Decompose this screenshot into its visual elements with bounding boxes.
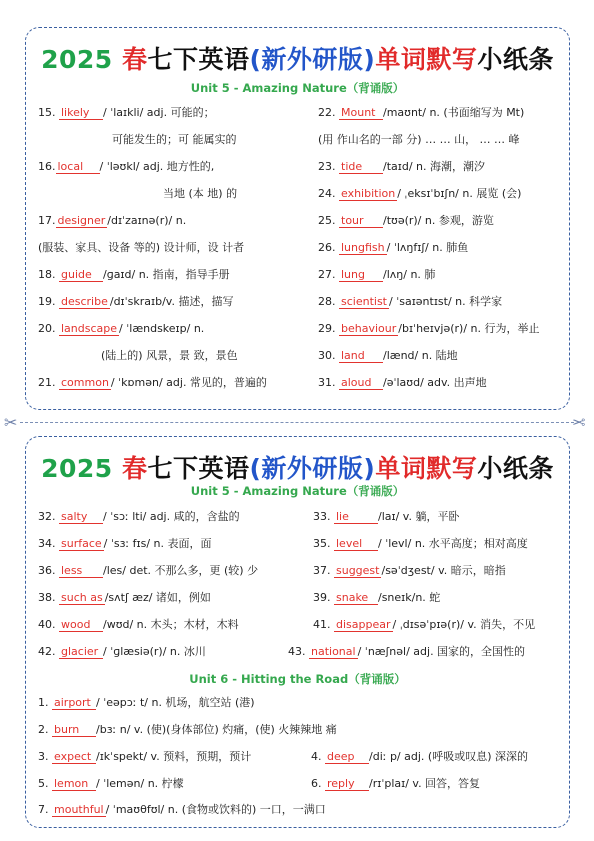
entry-number: 38. bbox=[38, 591, 56, 604]
vocab-entry-u6-3 bbox=[38, 750, 251, 764]
entry-definition: / ˈləʊkl/ adj. 地方性的, bbox=[99, 160, 215, 173]
entry-definition: /əˈlaʊd/ adv. 出声地 bbox=[383, 376, 487, 389]
entry-definition: /tʊə(r)/ n. 参观，游览 bbox=[383, 214, 494, 227]
entry-definition: / ˈlændskeɪp/ n. bbox=[119, 322, 205, 335]
entry-number: 7. bbox=[38, 803, 49, 816]
vocab-entry-41 bbox=[313, 618, 535, 632]
entry-number: 26. bbox=[318, 241, 336, 254]
entry-number: 21. bbox=[38, 376, 56, 389]
vocab-entry-28 bbox=[318, 295, 502, 309]
entry-definition: /maʊnt/ n. (书面缩写为 Mt) bbox=[383, 106, 525, 119]
entry-number: 30. bbox=[318, 349, 336, 362]
unit-subtitle: Unit 5 - Amazing Nature（背诵版） bbox=[190, 484, 405, 498]
answer-word: aloud bbox=[339, 376, 383, 390]
vocab-entry-u6-5 bbox=[38, 777, 184, 791]
answer-word: lung bbox=[339, 268, 383, 282]
vocab-entry-31 bbox=[318, 376, 487, 390]
answer-word: exhibition bbox=[341, 187, 396, 200]
entry-definition: / ˈlemən/ n. 柠檬 bbox=[96, 777, 184, 790]
entry-definition: /taɪd/ n. 海潮，潮汐 bbox=[383, 160, 485, 173]
entry-definition: / ˈsɜː fɪs/ n. 表面，面 bbox=[103, 537, 212, 550]
entry-definition: /səˈdʒest/ v. 暗示，暗指 bbox=[381, 564, 506, 577]
answer-word: wood bbox=[59, 618, 103, 632]
entry-number: 39. bbox=[313, 591, 331, 604]
vocab-entry-29 bbox=[318, 322, 540, 336]
entry-number: 2. bbox=[38, 723, 49, 736]
card-title bbox=[26, 40, 569, 76]
entry-number: 27. bbox=[318, 268, 336, 281]
answer-word: mouthful bbox=[54, 803, 104, 816]
entry-number: 15. bbox=[38, 106, 56, 119]
entry-definition: / ˈlevl/ n. 水平高度；相对高度 bbox=[378, 537, 528, 550]
vocab-entry-20 bbox=[38, 322, 204, 336]
vocab-entry-35 bbox=[313, 537, 528, 551]
vocab-entry-u6-6 bbox=[311, 777, 480, 791]
vocab-entry-42 bbox=[38, 645, 206, 659]
title-slip: 小纸条 bbox=[477, 454, 554, 483]
answer-word: behaviour bbox=[341, 322, 397, 335]
vocab-entry-43 bbox=[288, 645, 525, 659]
entry-continuation: 可能发生的；可 能属实的 bbox=[112, 133, 237, 146]
vocab-entry-40 bbox=[38, 618, 239, 632]
entry-number: 41. bbox=[313, 618, 331, 631]
vocab-entry-24 bbox=[318, 187, 521, 201]
vocab-entry-32 bbox=[38, 510, 240, 524]
answer-word: less bbox=[59, 564, 103, 578]
answer-word: deep bbox=[325, 750, 369, 764]
answer-word: local bbox=[56, 160, 100, 174]
entry-number: 1. bbox=[38, 696, 49, 709]
title-spring: 春 bbox=[121, 45, 148, 74]
entry-definition: /ɡaɪd/ n. 指南，指导手册 bbox=[103, 268, 230, 281]
entry-definition: / ˈsɔː lti/ adj. 咸的，含盐的 bbox=[103, 510, 240, 523]
card-title bbox=[26, 449, 569, 485]
entry-definition: /dɪˈzaɪnə(r)/ n. bbox=[107, 214, 187, 227]
entry-definition: /dɪˈskraɪb/v. 描述，描写 bbox=[109, 295, 234, 308]
answer-word: disappear bbox=[336, 618, 391, 631]
entry-number: 28. bbox=[318, 295, 336, 308]
entry-number: 20. bbox=[38, 322, 56, 335]
answer-word: glacier bbox=[59, 645, 103, 659]
scissors-icon: ✂ bbox=[4, 413, 18, 432]
entry-number: 32. bbox=[38, 510, 56, 523]
answer-word: reply bbox=[325, 777, 369, 791]
entry-definition: /sneɪk/n. 蛇 bbox=[378, 591, 441, 604]
vocab-entry-22 bbox=[318, 106, 524, 120]
entry-number: 25. bbox=[318, 214, 336, 227]
entry-definition: / ˈsaɪəntɪst/ n. 科学家 bbox=[389, 295, 503, 308]
entry-definition: /laɪ/ v. 躺，平卧 bbox=[378, 510, 460, 523]
entry-number: 31. bbox=[318, 376, 336, 389]
entry-definition: / ˈlʌŋfɪʃ/ n. 肺鱼 bbox=[386, 241, 469, 254]
vocab-entry-25 bbox=[318, 214, 494, 228]
title-year: 2025 bbox=[41, 454, 113, 483]
title-grade: 七下英语 bbox=[147, 45, 250, 74]
cut-line bbox=[20, 422, 574, 423]
vocab-entry-23 bbox=[318, 160, 485, 174]
answer-word: guide bbox=[59, 268, 103, 282]
vocab-entry-33 bbox=[313, 510, 459, 524]
entry-number: 16. bbox=[38, 160, 56, 173]
vocab-entry-u6-7 bbox=[38, 803, 326, 817]
entry-definition: / ˈkɒmən/ adj. 常见的，普遍的 bbox=[110, 376, 267, 389]
entry-continuation: (陆上的) 风景，景 致，景色 bbox=[101, 349, 238, 362]
entry-definition: /rɪˈplaɪ/ v. 回答，答复 bbox=[369, 777, 481, 790]
title-grade: 七下英语 bbox=[147, 454, 250, 483]
answer-word: level bbox=[334, 537, 378, 551]
entry-number: 23. bbox=[318, 160, 336, 173]
entry-number: 36. bbox=[38, 564, 56, 577]
answer-word: snake bbox=[334, 591, 378, 605]
entry-number: 3. bbox=[38, 750, 49, 763]
vocab-entry-18 bbox=[38, 268, 230, 282]
answer-word: tide bbox=[339, 160, 383, 174]
answer-word: common bbox=[61, 376, 109, 389]
entry-number: 17. bbox=[38, 214, 56, 227]
answer-word: such as bbox=[61, 591, 103, 604]
entry-number: 4. bbox=[311, 750, 322, 763]
vocab-entry-16 bbox=[38, 160, 214, 174]
entry-definition: /bɪˈheɪvjə(r)/ n. 行为，举止 bbox=[398, 322, 540, 335]
title-slip: 小纸条 bbox=[477, 45, 554, 74]
entry-number: 29. bbox=[318, 322, 336, 335]
entry-definition: /lʌŋ/ n. 肺 bbox=[383, 268, 436, 281]
entry-number: 42. bbox=[38, 645, 56, 658]
entry-continuation: 当地 (本 地) 的 bbox=[163, 187, 238, 200]
answer-word: lemon bbox=[52, 777, 96, 791]
vocab-entry-u6-1 bbox=[38, 696, 255, 710]
answer-word: suggest bbox=[336, 564, 380, 577]
entry-number: 34. bbox=[38, 537, 56, 550]
entry-number: 35. bbox=[313, 537, 331, 550]
entry-definition: / ˈnæʃnəl/ adj. 国家的，全国性的 bbox=[357, 645, 526, 658]
entry-definition: / ˈeəpɔː t/ n. 机场，航空站 (港) bbox=[96, 696, 255, 709]
vocab-entry-37 bbox=[313, 564, 506, 578]
entry-number: 24. bbox=[318, 187, 336, 200]
entry-definition: /ɪkˈspekt/ v. 预料，预期，预计 bbox=[96, 750, 252, 763]
entry-number: 40. bbox=[38, 618, 56, 631]
answer-word: airport bbox=[52, 696, 96, 710]
title-spring: 春 bbox=[121, 454, 148, 483]
vocab-entry-30 bbox=[318, 349, 458, 363]
title-edition: (新外研版) bbox=[249, 45, 376, 74]
answer-word: lie bbox=[334, 510, 378, 524]
entry-definition: /bɜː n/ v. (使)(身体部位) 灼痛，(使) 火辣辣地 痛 bbox=[96, 723, 337, 736]
entry-number: 22. bbox=[318, 106, 336, 119]
entry-definition: / ˌeksɪˈbɪʃn/ n. 展览 (会) bbox=[397, 187, 522, 200]
answer-word: tour bbox=[339, 214, 383, 228]
entry-definition: /diː p/ adj. (呼吸或叹息) 深深的 bbox=[369, 750, 528, 763]
vocab-entry-17 bbox=[38, 214, 186, 228]
vocab-entry-26 bbox=[318, 241, 468, 255]
answer-word: describe bbox=[61, 295, 108, 308]
entry-definition: / ˈlaɪkli/ adj. 可能的； bbox=[103, 106, 215, 119]
answer-word: salty bbox=[59, 510, 103, 524]
title-edition: (新外研版) bbox=[249, 454, 376, 483]
answer-word: burn bbox=[52, 723, 96, 737]
entry-definition: /wʊd/ n. 木头；木材，木料 bbox=[103, 618, 239, 631]
entry-definition: / ˈmaʊθfʊl/ n. (食物或饮料的) 一口，一满口 bbox=[105, 803, 326, 816]
title-dictation: 单词默写 bbox=[375, 45, 478, 74]
answer-word: surface bbox=[61, 537, 102, 550]
vocab-entry-36 bbox=[38, 564, 258, 578]
vocab-entry-u6-2 bbox=[38, 723, 337, 737]
entry-definition: / ˈɡlæsiə(r)/ n. 冰川 bbox=[103, 645, 206, 658]
answer-word: national bbox=[311, 645, 356, 658]
entry-number: 18. bbox=[38, 268, 56, 281]
vocab-entry-39 bbox=[313, 591, 440, 605]
dictation-card-2 bbox=[25, 436, 570, 828]
entry-number: 37. bbox=[313, 564, 331, 577]
unit-subtitle: Unit 5 - Amazing Nature（背诵版） bbox=[190, 81, 405, 95]
answer-word: expect bbox=[52, 750, 96, 764]
scissors-icon: ✂ bbox=[572, 413, 586, 432]
answer-word: land bbox=[339, 349, 383, 363]
unit-subtitle: Unit 6 - Hitting the Road（背诵版） bbox=[189, 672, 406, 686]
vocab-entry-38 bbox=[38, 591, 211, 605]
entry-definition: / ˌdɪsəˈpɪə(r)/ v. 消失，不见 bbox=[392, 618, 536, 631]
dictation-card-1 bbox=[25, 27, 570, 410]
vocab-entry-u6-4 bbox=[311, 750, 528, 764]
entry-number: 33. bbox=[313, 510, 331, 523]
answer-word: likely bbox=[59, 106, 103, 120]
answer-word: landscape bbox=[61, 322, 118, 335]
vocab-entry-34 bbox=[38, 537, 212, 551]
entry-number: 19. bbox=[38, 295, 56, 308]
vocab-entry-19 bbox=[38, 295, 233, 309]
answer-word: lungfish bbox=[341, 241, 385, 254]
entry-number: 6. bbox=[311, 777, 322, 790]
entry-number: 5. bbox=[38, 777, 49, 790]
title-year: 2025 bbox=[41, 45, 113, 74]
vocab-entry-21 bbox=[38, 376, 267, 390]
entry-definition: /les/ det. 不那么多，更 (较) 少 bbox=[103, 564, 259, 577]
entry-definition: /sʌtʃ æz/ 诸如，例如 bbox=[104, 591, 211, 604]
vocab-entry-27 bbox=[318, 268, 435, 282]
entry-continuation: (服装、家具、设备 等的) 设计师，设 计者 bbox=[38, 241, 245, 254]
answer-word: scientist bbox=[341, 295, 387, 308]
vocab-entry-15 bbox=[38, 106, 215, 120]
entry-definition: /lænd/ n. 陆地 bbox=[383, 349, 458, 362]
answer-word: designer bbox=[57, 214, 106, 227]
title-dictation: 单词默写 bbox=[375, 454, 478, 483]
entry-continuation: (用 作山名的一部 分) … … 山， … … 峰 bbox=[318, 133, 520, 146]
entry-number: 43. bbox=[288, 645, 306, 658]
answer-word: Mount bbox=[339, 106, 383, 120]
